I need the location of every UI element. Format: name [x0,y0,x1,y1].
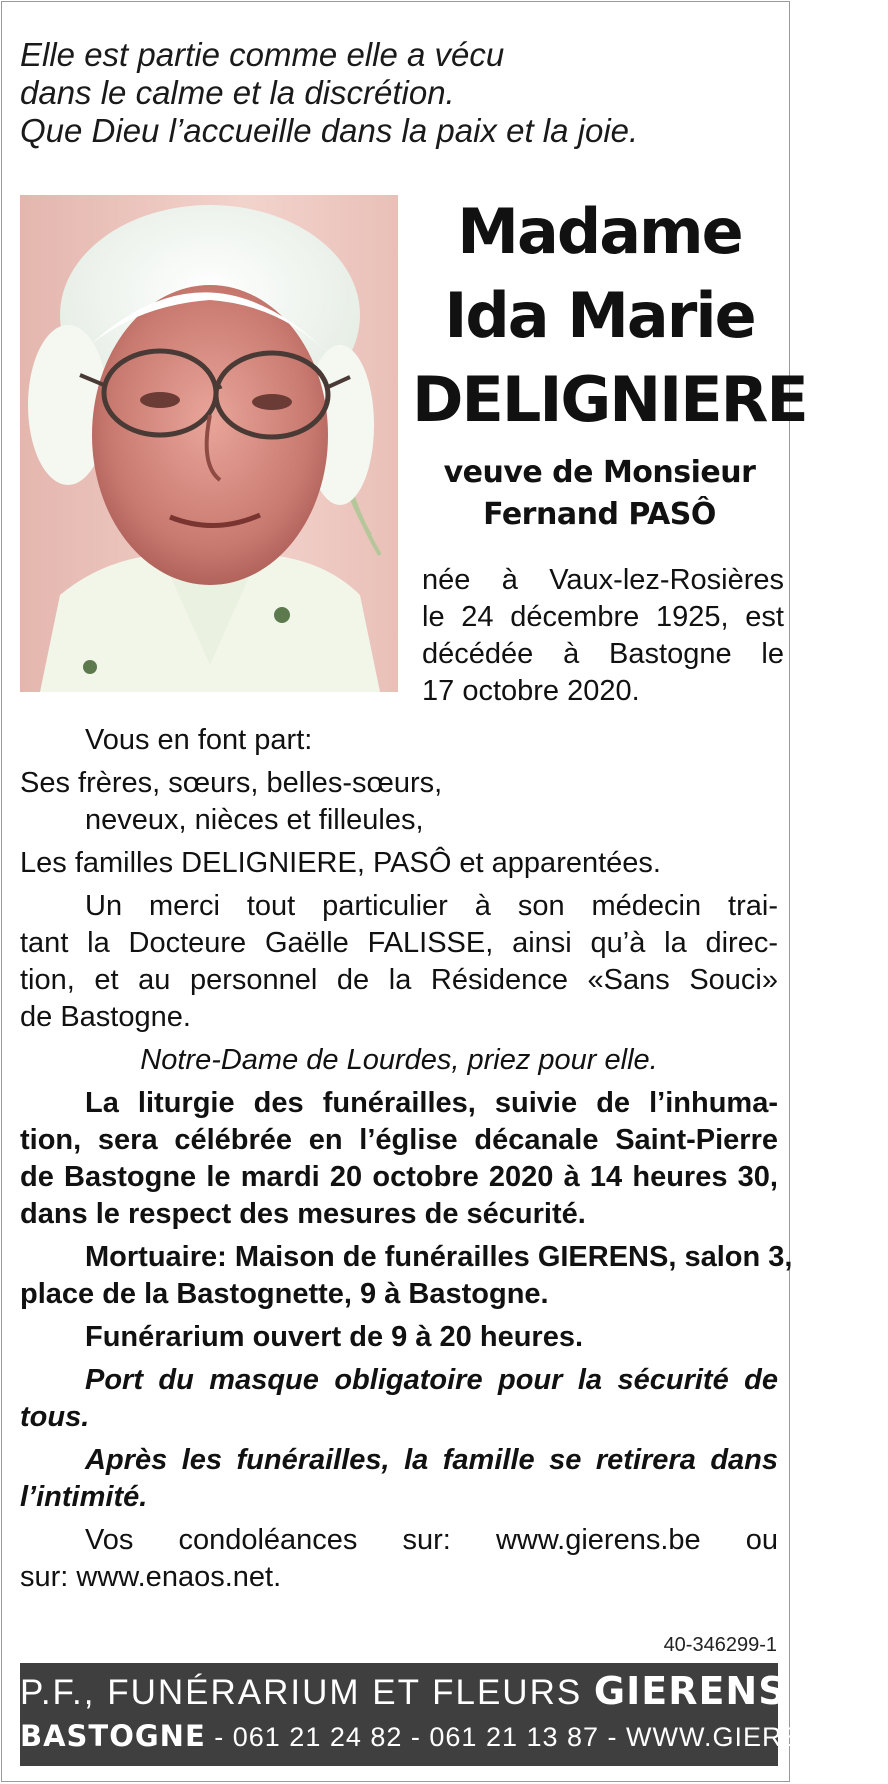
notice-body [20,722,793,1596]
liturgy-line: de Bastogne le mardi 20 octobre 2020 à 14 heures 30, [20,1161,778,1193]
epigraph-line: dans le calme et la discrétion. [20,74,455,111]
birth-line: le 24 décembre 1925, est [422,601,784,633]
birth-death-details [422,562,784,710]
condolences-line: sur: www.enaos.net. [20,1561,282,1593]
mask-line: Port du masque obligatoire pour la sécurité de [85,1364,778,1396]
liturgy-line: dans le respect des mesures de sécurité. [20,1198,586,1230]
liturgy-line: tion, sera célébrée en l’église décanale Saint-Pierre [20,1124,778,1156]
announcement: Vous en font part: [85,724,313,756]
funeral-home-prefix: P.F., FUNÉRARIUM ET FLEURS [20,1673,583,1712]
deceased-surname: DELIGNIERE [412,363,807,436]
prayer: Notre-Dame de Lourdes, priez pour elle. [140,1044,658,1076]
funeral-home-title [20,1669,787,1713]
mask-line: tous. [20,1401,90,1433]
reference-number: 40-346299-1 [663,1634,777,1656]
mortuary-line: place de la Bastognette, 9 à Bastogne. [20,1278,549,1310]
epigraph [20,36,700,150]
liturgy-line: La liturgie des funérailles, suivie de l’inhuma- [85,1087,778,1119]
funeral-home-city: BASTOGNE [20,1719,206,1753]
widow-of [412,452,787,536]
deceased-first-names: Ida Marie [444,279,755,352]
birth-line: née à Vaux-lez-Rosières [422,564,784,596]
thanks-line: tant la Docteure Gaëlle FALISSE, ainsi qu’à la direc- [20,927,778,959]
portrait-photo [20,195,398,692]
funeral-home-banner [20,1663,888,1766]
epigraph-line: Elle est partie comme elle a vécu [20,36,505,73]
widow-line: veuve de Monsieur [443,455,756,490]
family-line: Les familles DELIGNIERE, PASÔ et apparentées. [20,847,661,879]
after-line: Après les funérailles, la famille se retirera dans [85,1444,778,1476]
birth-line: décédée à Bastogne le [422,638,784,670]
deceased-title: Madame [457,195,742,268]
epigraph-line: Que Dieu l’accueille dans la paix et la joie. [20,112,639,149]
funeral-home-brand: GIERENS [593,1669,787,1713]
after-line: l’intimité. [20,1481,148,1513]
funerarium-hours: Funérarium ouvert de 9 à 20 heures. [85,1321,584,1353]
family-line: Ses frères, sœurs, belles-sœurs, [20,767,443,799]
thanks-line: tion, et au personnel de la Résidence «Sans Souci» [20,964,778,996]
family-line: neveux, nièces et filleules, [85,804,424,836]
obituary-notice [1,1,888,1782]
condolences-line: Vos condoléances sur: www.gierens.be ou [85,1524,778,1556]
thanks-line: de Bastogne. [20,1001,191,1033]
mortuary-line: Mortuaire: Maison de funérailles GIERENS, salon 3, [85,1241,793,1273]
birth-line: 17 octobre 2020. [422,675,640,707]
thanks-line: Un merci tout particulier à son médecin trai- [85,890,778,922]
funeral-home-details: - 061 21 24 82 - 061 21 13 87 - WWW.GIERENS.BE [205,1722,888,1752]
deceased-name [412,190,807,442]
funeral-home-contact [20,1719,888,1753]
widow-line: Fernand PASÔ [483,497,716,532]
